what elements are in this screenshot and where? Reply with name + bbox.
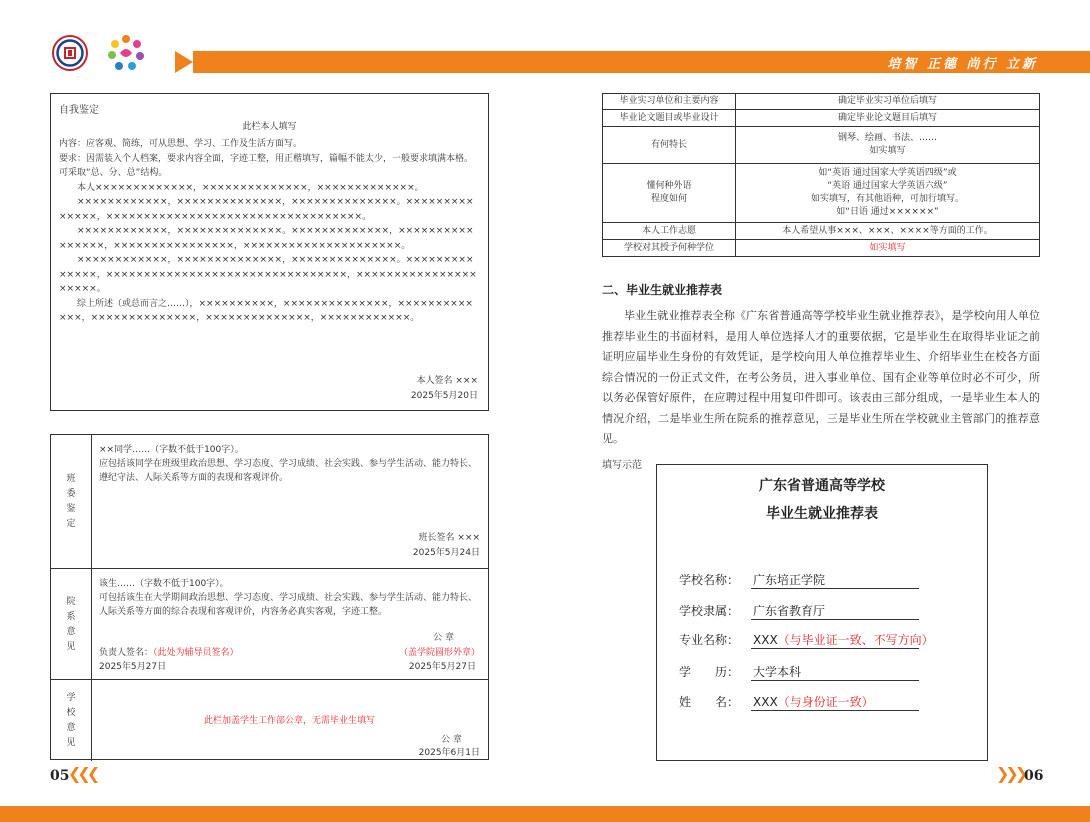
table-row — [603, 110, 1040, 127]
school-opinion-row — [51, 679, 488, 761]
department-stamp-label: 公 章 — [433, 633, 454, 643]
department-signature-label: 负责人签名： — [99, 648, 154, 658]
table-row-label: 本人工作志愿 — [603, 223, 736, 240]
sample-field-value — [751, 663, 919, 681]
self-evaluation-line: 要求：因需装入个人档案，要求内容全面，字迹工整，用正楷填写，篇幅不能太少，一般要求填满本格。可采取“总、分、总”结构。 — [59, 153, 474, 178]
sample-form — [656, 464, 988, 761]
class-committee-label: 班委鉴定 — [66, 473, 76, 529]
department-date-left: 2025年5月27日 — [99, 662, 167, 672]
sample-field-label: 学 历： — [679, 665, 740, 679]
class-committee-content — [99, 443, 480, 485]
school-label-cell — [51, 680, 92, 761]
table-row-value: 确定毕业论文题目后填写 — [736, 110, 1040, 127]
section-paragraph: 毕业生就业推荐表全称《广东省普通高等学校毕业生就业推荐表》，是学校向用人单位推荐毕业生的书面材料，是用人单位选择人才的重要依据，它是毕业生在取得毕业证之前证明应届毕业生身份的有效凭证，是学校向用人单位推荐毕业生、介绍毕业生在校各方面综合情况的一份正式文件，在考公务员，进入事业单位、国有企业等单位时必不可少，所以务必保管好原件，在应聘过程中用复印件即可。该表由三部分组成，一是毕业生本人的情况介绍，二是毕业生所在院系的推荐意见，三是毕业生所在学校就业主管部门的推荐意见。 — [602, 309, 1040, 445]
sample-field-label: 学校名称： — [679, 573, 740, 587]
self-evaluation-signature: 本人签名 ××× — [416, 376, 478, 386]
table-row — [603, 223, 1040, 240]
self-evaluation-line: ××××××××××××，××××××××××××××。×××××××××××××，××××××××××××××××，××××××××××××××××，×××××××××××××××××××××。 — [59, 226, 474, 251]
self-evaluation-line: 综上所述（或总而言之……），××××××××××，××××××××××××××，×××××××××××××，××××××××××××××，××××××××××××××，××××××××××××。 — [59, 298, 473, 323]
department-signature-note: （此处为辅导员签名） — [153, 648, 239, 658]
sample-field-label: 专业名称： — [679, 633, 740, 647]
self-evaluation-date: 2025年5月20日 — [410, 391, 478, 401]
table-row — [603, 94, 1040, 110]
self-evaluation-line: 内容：应客观、简练，可从思想、学习、工作及生活方面写。 — [59, 139, 303, 149]
header-bar-notch — [175, 51, 193, 73]
table-row-value: 如“英语 通过国家大学英语四级”或 “英语 通过国家大学英语六级” 如实填写，有其他语种，可加行填写。 如“日语 通过××××××” — [736, 164, 1040, 223]
page-number-left: 05 — [50, 768, 70, 784]
department-label-cell — [51, 569, 92, 680]
footer-bar — [0, 806, 1090, 822]
department-content — [99, 577, 480, 619]
colorful-people-logo-icon — [106, 33, 146, 73]
sample-field-text: 广东省教育厅 — [753, 604, 826, 618]
self-evaluation-box — [50, 93, 489, 411]
sample-field-label: 姓 名： — [679, 695, 740, 709]
table-row-value: 本人希望从事×××、×××、××××等方面的工作。 — [736, 223, 1040, 240]
school-label: 学校意见 — [66, 692, 76, 748]
table-row-label: 毕业论文题目或毕业设计 — [603, 110, 736, 127]
table-row-label: 毕业实习单位和主要内容 — [603, 94, 736, 110]
table-row-value: 如实填写 — [736, 240, 1040, 257]
class-committee-line: 应包括该同学在班级里政治思想、学习态度、学习成绩、社会实践、参与学生活动、能力特长、遵纪守法、人际关系等方面的表现和客观评价。 — [99, 459, 478, 483]
self-evaluation-title: 自我鉴定 — [59, 105, 99, 116]
self-evaluation-line: 本人×××××××××××××，××××××××××××××，×××××××××××××。 — [59, 182, 424, 193]
class-committee-date: 2025年5月24日 — [412, 548, 480, 558]
department-line: 该生……（字数不低于100字）。 — [99, 579, 229, 589]
table-row-value: 确定毕业实习单位后填写 — [736, 94, 1040, 110]
page-number-right: 06 — [1024, 768, 1044, 784]
self-evaluation-line: ××××××××××××，××××××××××××××，××××××××××××××。××××××××××××××，××××××××××××××××××××××××××××××××××。 — [59, 197, 474, 222]
school-opinion-date: 2025年6月1日 — [418, 748, 480, 758]
sample-field-text: XXX — [753, 695, 778, 709]
sample-field-text: 广东培正学院 — [753, 573, 826, 587]
department-stamp-note: （盖学院圆形外章） — [398, 648, 480, 658]
sample-field-note: （与身份证一致） — [777, 695, 874, 709]
table-row-label: 懂何种外语 程度如何 — [603, 164, 736, 223]
school-opinion-note: 此栏加盖学生工作部公章，无需毕业生填写 — [203, 716, 375, 726]
department-date-right: 2025年5月27日 — [408, 662, 476, 672]
class-monitor-signature: 班长签名 ××× — [418, 533, 480, 543]
self-evaluation-line: ××××××××××××，××××××××××××××，××××××××××××××。××××××××××××××，××××××××××××××××××××××××××××××××，×××××××××××××××××××××。 — [59, 255, 477, 294]
chevron-left-icon: ❮❮❮ — [68, 764, 97, 783]
class-committee-row — [51, 435, 488, 568]
table-row-label: 学校对其授予何种学位 — [603, 240, 736, 257]
sample-field-value — [751, 631, 934, 649]
sample-field-label: 学校隶属： — [679, 604, 740, 618]
self-evaluation-content — [59, 137, 480, 326]
sample-field-value — [751, 693, 919, 711]
school-stamp-label: 公 章 — [441, 735, 462, 745]
self-evaluation-instruction: 此栏本人填写 — [242, 122, 297, 132]
class-committee-line: ××同学……（字数不低于100字）。 — [99, 445, 244, 455]
sample-field-note: （与毕业证一致、不写方向） — [777, 633, 934, 647]
school-emblem-icon — [52, 35, 88, 71]
class-committee-label-cell — [51, 435, 92, 568]
assessment-box — [50, 434, 489, 760]
graduate-info-table — [602, 93, 1040, 257]
department-line: 可包括该生在大学期间政治思想、学习态度、学习成绩、社会实践、参与学生活动、能力特长、人际关系等方面的综合表现和客观评价，内容务必真实客观，字迹工整。 — [99, 593, 478, 617]
sample-field-text: XXX — [753, 633, 778, 647]
department-signature-line — [99, 646, 239, 660]
department-label: 院系意见 — [66, 596, 76, 652]
sample-label: 填写示范 — [602, 460, 642, 471]
table-row-value: 钢琴、绘画、书法、…… 如实填写 — [736, 127, 1040, 164]
sample-form-subtitle: 毕业生就业推荐表 — [766, 506, 878, 522]
sample-field-text: 大学本科 — [753, 665, 802, 679]
sample-field-value — [751, 571, 919, 589]
chevron-right-icon: ❯❯❯ — [996, 764, 1025, 783]
header-motto: 培智 正德 尚行 立新 — [887, 57, 1038, 72]
table-row — [603, 164, 1040, 223]
department-opinion-row — [51, 568, 488, 680]
table-row — [603, 240, 1040, 257]
sample-field-value — [751, 602, 919, 620]
section-heading: 二、毕业生就业推荐表 — [602, 283, 723, 297]
table-row — [603, 127, 1040, 164]
sample-form-title: 广东省普通高等学校 — [759, 478, 885, 494]
table-row-label: 有何特长 — [603, 127, 736, 164]
